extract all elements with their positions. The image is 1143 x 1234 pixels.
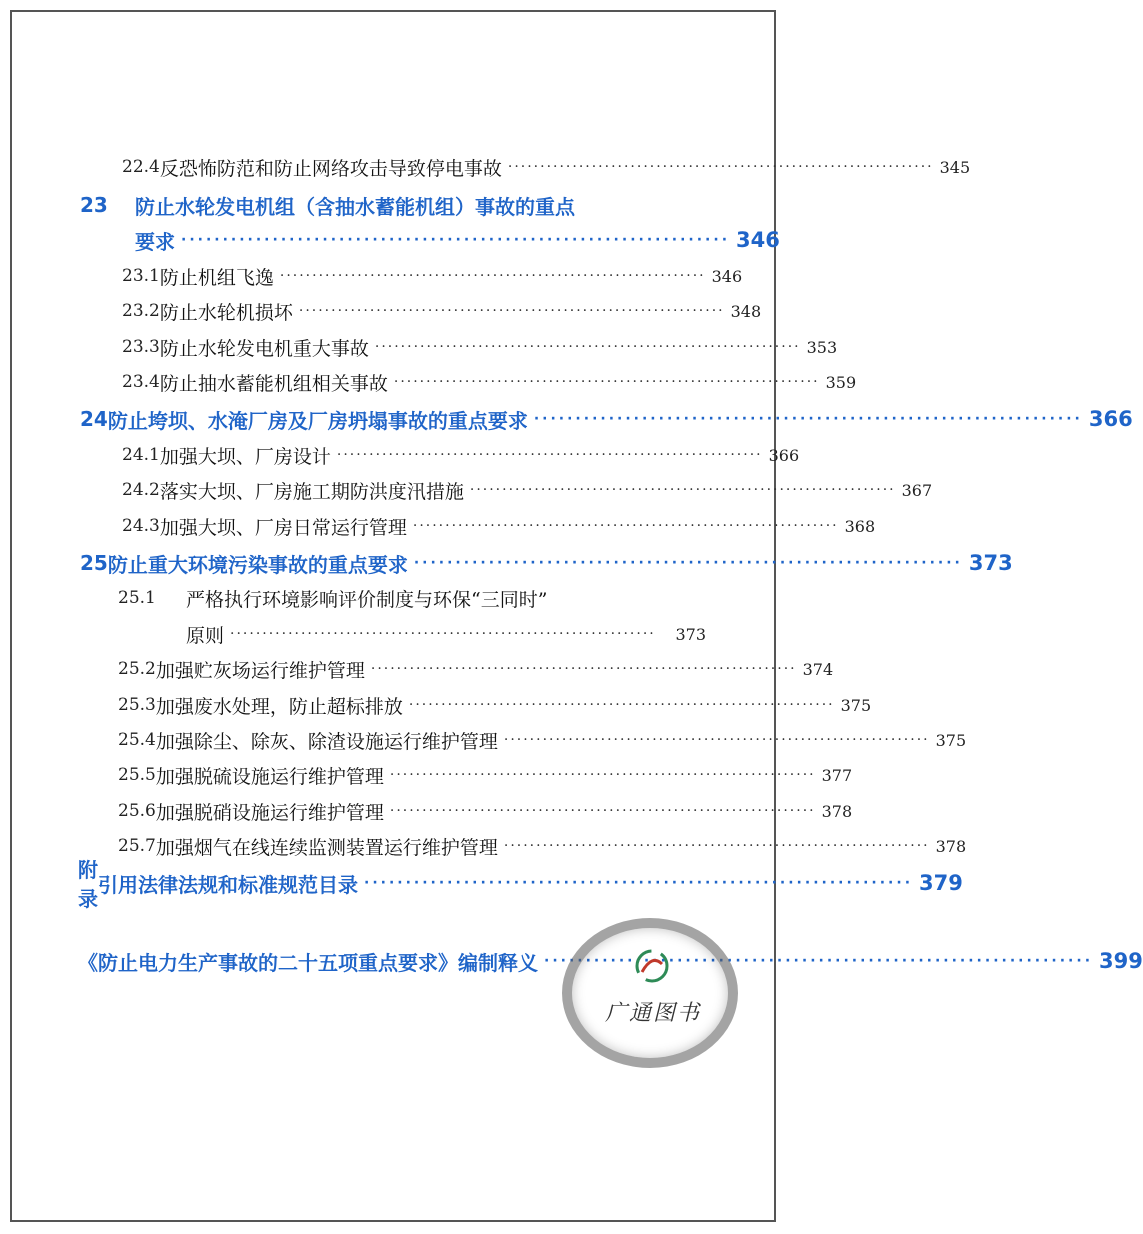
dot-leader: ··································································: [389, 803, 816, 819]
page-number: 378: [935, 836, 967, 856]
entry-title: 加强大坝、厂房设计: [159, 445, 331, 468]
page-number: 346: [736, 228, 780, 252]
dot-leader: ··································································: [408, 697, 835, 713]
page-number: 375: [840, 695, 872, 715]
entry-title: 加强大坝、厂房日常运行管理: [159, 516, 407, 539]
stamp-ring: [562, 918, 738, 1068]
entry-number: 25.2: [118, 659, 156, 679]
entry-number: 25.5: [118, 765, 156, 785]
toc-entry-23-2[interactable]: [122, 296, 762, 326]
entry-number: 24.3: [122, 516, 160, 536]
entry-title: 加强烟气在线连续监测装置运行维护管理: [155, 836, 498, 859]
entry-number: 24.1: [122, 445, 160, 465]
toc-entry-23-1[interactable]: [122, 261, 743, 291]
entry-title-continued: 原则: [186, 624, 225, 647]
chapter-title-continued: 要求: [135, 229, 175, 254]
toc-chapter-23[interactable]: [80, 190, 706, 220]
dot-leader: ··································································: [412, 518, 839, 534]
page-number: 368: [844, 516, 876, 536]
entry-title: 防止水轮发电机重大事故: [159, 337, 369, 360]
toc-entry-25-1[interactable]: [118, 583, 706, 613]
page-number: 399: [1099, 949, 1143, 973]
dot-leader: ··································································: [503, 838, 930, 854]
entry-number: 25.1: [118, 588, 156, 608]
dot-leader: ··································································: [533, 411, 1083, 427]
dot-leader: ··································································: [544, 953, 1094, 969]
toc-entry-25-2[interactable]: [118, 654, 834, 684]
chapter-number: 23: [80, 193, 108, 217]
dot-leader: ··································································: [503, 732, 930, 748]
chapter-number: 25: [80, 551, 108, 575]
entry-number: 25.6: [118, 801, 156, 821]
publisher-stamp: [562, 918, 738, 1068]
chapter-title: 防止垮坝、水淹厂房及厂房坍塌事故的重点要求: [107, 408, 528, 433]
toc-entry-25-6[interactable]: [118, 796, 853, 826]
toc-chapter-25[interactable]: [80, 548, 1013, 578]
dot-leader: ··································································: [279, 268, 706, 284]
page-number: 366: [1088, 407, 1133, 431]
interpretation-title: 《防止电力生产事故的二十五项重点要求》编制释义: [78, 950, 538, 975]
entry-number: 25.7: [118, 836, 156, 856]
dot-leader: ··································································: [389, 767, 816, 783]
entry-number: 23.2: [122, 301, 160, 321]
stamp-text: 广通图书: [604, 1001, 701, 1026]
dot-leader: ··································································: [364, 875, 914, 891]
page-number: 348: [730, 301, 762, 321]
dot-leader: ··································································: [181, 232, 731, 248]
dot-leader: ··································································: [230, 626, 656, 642]
chapter-number: 24: [80, 407, 108, 431]
page-number: 353: [806, 337, 838, 357]
toc-entry-22-4[interactable]: [122, 152, 971, 182]
toc-entry-24-3[interactable]: [122, 511, 876, 541]
entry-title: 严格执行环境影响评价制度与环保“三同时”: [186, 588, 548, 611]
entry-title: 反恐怖防范和防止网络攻击导致停电事故: [159, 157, 502, 180]
chapter-title: 防止水轮发电机组（含抽水蓄能机组）事故的重点: [135, 194, 575, 219]
toc-entry-23-4[interactable]: [122, 367, 857, 397]
publisher-logo-icon: [632, 946, 672, 986]
entry-title: 加强贮灰场运行维护管理: [155, 659, 365, 682]
toc-entry-23-3[interactable]: [122, 332, 838, 362]
toc-chapter-23-continued[interactable]: [135, 225, 780, 255]
toc-entry-24-1[interactable]: [122, 440, 800, 470]
page-number: 373: [968, 551, 1013, 575]
dot-leader: ··································································: [298, 303, 725, 319]
page-number: 379: [919, 871, 963, 895]
entry-number: 22.4: [122, 157, 160, 177]
toc-chapter-24[interactable]: [80, 404, 1133, 434]
entry-number: 25.4: [118, 730, 156, 750]
entry-title: 落实大坝、厂房施工期防洪度汛措施: [159, 480, 464, 503]
toc-entry-25-3[interactable]: [118, 690, 872, 720]
page-number: 377: [821, 765, 853, 785]
entry-title: 加强脱硝设施运行维护管理: [155, 801, 384, 824]
page-number: 373: [675, 624, 706, 644]
entry-number: 24.2: [122, 480, 160, 500]
dot-leader: ··································································: [370, 661, 797, 677]
entry-title: 防止机组飞逸: [159, 266, 274, 289]
dot-leader: ··································································: [507, 159, 934, 175]
appendix-label: 附录: [78, 858, 98, 911]
entry-title: 防止水轮机损坏: [159, 301, 293, 324]
appendix-title: 引用法律法规和标准规范目录: [98, 872, 358, 897]
page-number: 367: [901, 480, 933, 500]
page-number: 375: [935, 730, 967, 750]
dot-leader: ··································································: [413, 555, 963, 571]
dot-leader: ··································································: [374, 339, 801, 355]
page-number: 345: [939, 157, 971, 177]
entry-number: 23.3: [122, 337, 160, 357]
page-number: 374: [802, 659, 834, 679]
dot-leader: ··································································: [393, 374, 820, 390]
page-number: 346: [711, 266, 743, 286]
dot-leader: ··································································: [469, 482, 896, 498]
entry-title: 加强除尘、除灰、除渣设施运行维护管理: [155, 730, 498, 753]
toc-entry-25-1-continued[interactable]: [186, 619, 706, 649]
entry-number: 23.4: [122, 372, 160, 392]
entry-number: 23.1: [122, 266, 160, 286]
entry-title: 加强脱硫设施运行维护管理: [155, 765, 384, 788]
dot-leader: ··································································: [336, 447, 763, 463]
entry-title: 加强废水处理，防止超标排放: [155, 695, 403, 718]
toc-entry-25-7[interactable]: [118, 831, 967, 861]
page-number: 359: [825, 372, 857, 392]
toc-entry-25-4[interactable]: [118, 725, 967, 755]
entry-number: 25.3: [118, 695, 156, 715]
toc-entry-25-5[interactable]: [118, 760, 853, 790]
chapter-title: 防止重大环境污染事故的重点要求: [107, 552, 408, 577]
entry-title: 防止抽水蓄能机组相关事故: [159, 372, 388, 395]
toc-entry-24-2[interactable]: [122, 475, 933, 505]
page-number: 378: [821, 801, 853, 821]
toc-appendix[interactable]: [78, 858, 963, 911]
page-number: 366: [768, 445, 800, 465]
